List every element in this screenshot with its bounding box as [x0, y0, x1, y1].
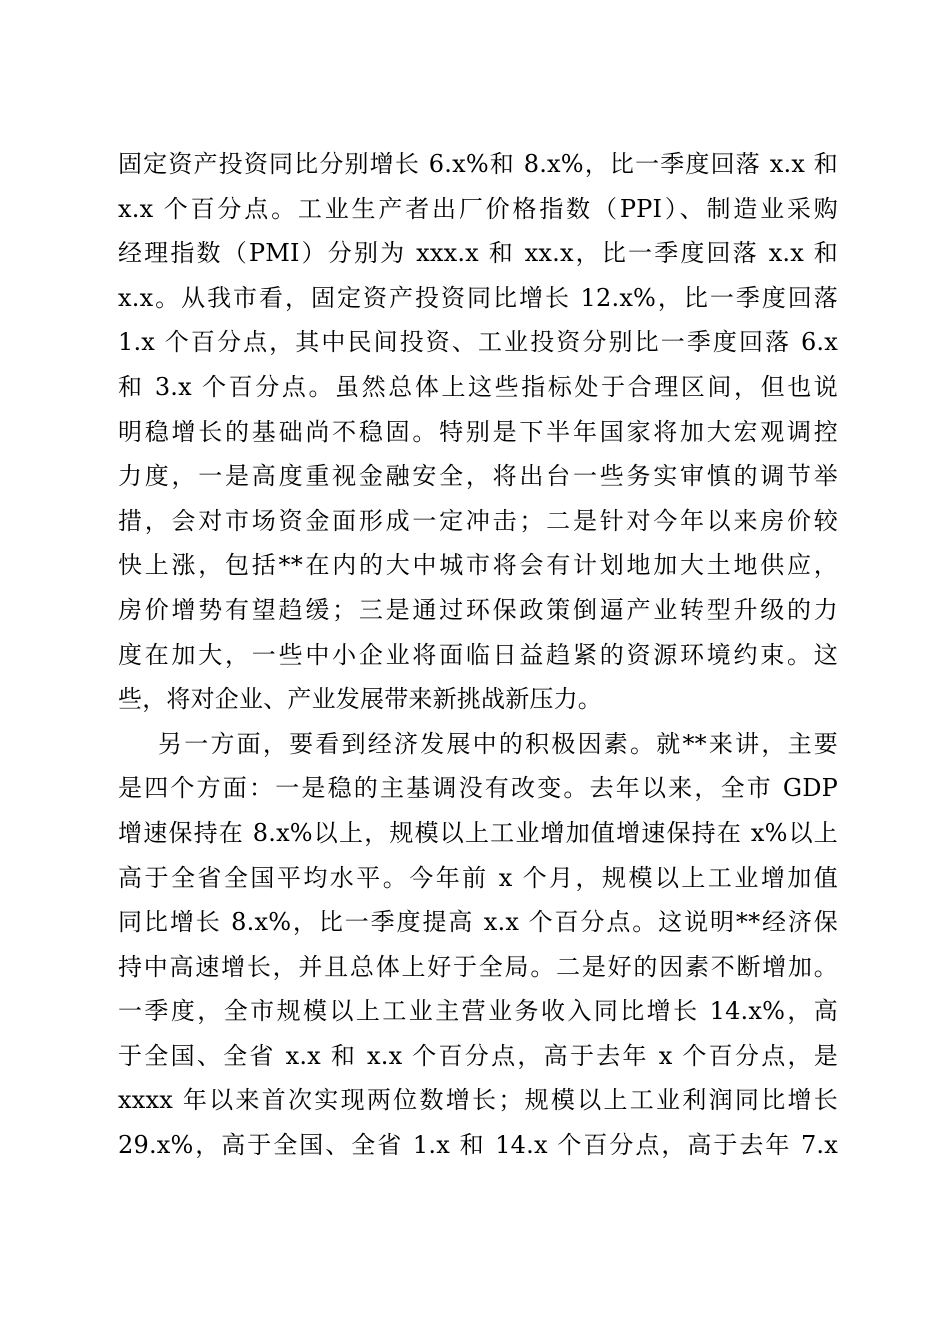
text-line: 一季度，全市规模以上工业主营业务收入同比增长 14.x%，高	[118, 997, 838, 1026]
text-line: 持中高速增长，并且总体上好于全局。二是好的因素不断增加。	[118, 952, 838, 981]
paragraph-end-line: 些，将对企业、产业发展带来新挑战新压力。	[118, 685, 602, 714]
text-line: 同比增长 8.x%，比一季度提高 x.x 个百分点。这说明**经济保	[118, 908, 838, 937]
text-line: 力度，一是高度重视金融安全，将出台一些务实审慎的调节举	[118, 462, 838, 491]
text-line: 高于全省全国平均水平。今年前 x 个月，规模以上工业增加值	[118, 863, 838, 892]
text-line: 快上涨，包括**在内的大中城市将会有计划地加大土地供应，	[118, 551, 838, 580]
text-line: x.x 个百分点。工业生产者出厂价格指数（PPI）、制造业采购	[118, 194, 838, 223]
text-line: 经理指数（PMI）分别为 xxx.x 和 xx.x，比一季度回落 x.x 和	[118, 239, 838, 268]
text-line: 1.x 个百分点，其中民间投资、工业投资分别比一季度回落 6.x	[118, 328, 838, 357]
text-line: 29.x%，高于全国、全省 1.x 和 14.x 个百分点，高于去年 7.x	[118, 1131, 838, 1160]
text-line: 房价增势有望趋缓；三是通过环保政策倒逼产业转型升级的力	[118, 595, 838, 624]
text-line: x.x。从我市看，固定资产投资同比增长 12.x%，比一季度回落	[118, 283, 838, 312]
text-line: 措，会对市场资金面形成一定冲击；二是针对今年以来房价较	[118, 506, 838, 535]
text-line: 于全国、全省 x.x 和 x.x 个百分点，高于去年 x 个百分点，是	[118, 1041, 838, 1070]
text-line: 固定资产投资同比分别增长 6.x%和 8.x%，比一季度回落 x.x 和	[118, 150, 838, 178]
text-line: 和 3.x 个百分点。虽然总体上这些指标处于合理区间，但也说	[118, 372, 838, 401]
text-line: 度在加大，一些中小企业将面临日益趋紧的资源环境约束。这	[118, 640, 838, 669]
text-line: 是四个方面：一是稳的主基调没有改变。去年以来，全市 GDP	[118, 774, 838, 803]
paragraph-start-line: 另一方面，要看到经济发展中的积极因素。就**来讲，主要	[158, 729, 838, 758]
text-line: 明稳增长的基础尚不稳固。特别是下半年国家将加大宏观调控	[118, 417, 838, 446]
body-text	[118, 142, 838, 1168]
text-line: 增速保持在 8.x%以上，规模以上工业增加值增速保持在 x%以上	[118, 818, 838, 847]
text-line: xxxx 年以来首次实现两位数增长；规模以上工业利润同比增长	[118, 1086, 838, 1115]
